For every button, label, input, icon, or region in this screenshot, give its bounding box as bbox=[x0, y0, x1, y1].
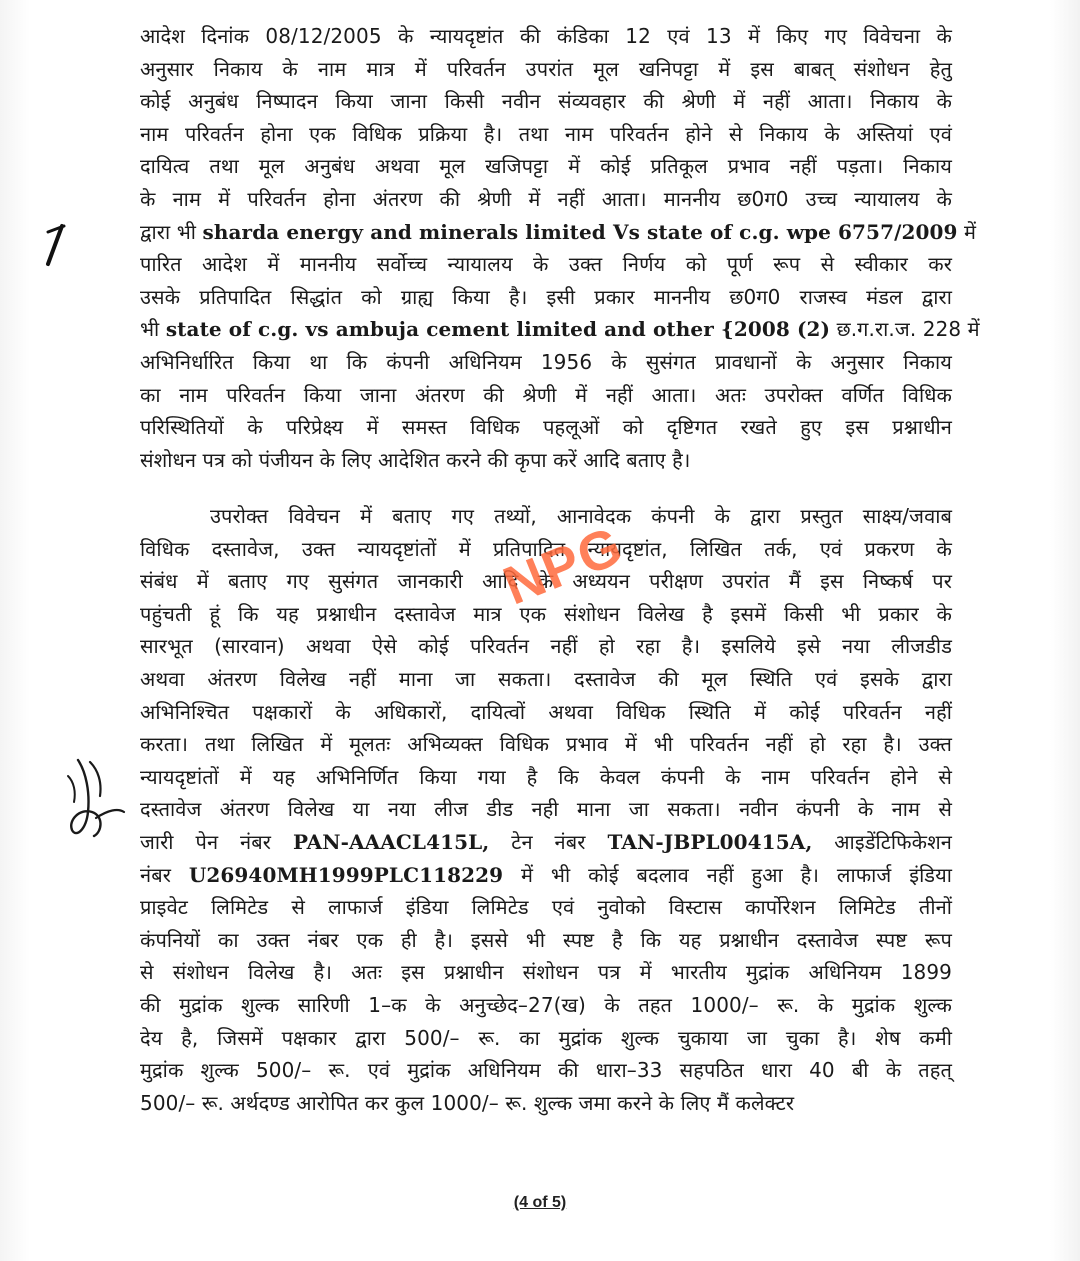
text-line: प्राइवेट लिमिटेड से लाफार्ज इंडिया लिमिटेड एवं नुवोको विस्टास कार्पोरेशन लिमिटेड तीनों bbox=[140, 895, 952, 920]
text-line: अभिनिर्धारित किया था कि कंपनी अधिनियम 1956 के सुसंगत प्रावधानों के अनुसार निकाय bbox=[140, 349, 952, 374]
text-line bbox=[140, 859, 952, 892]
text-fragment: भी bbox=[140, 317, 166, 342]
text-line: पारित आदेश में माननीय सर्वोच्च न्यायालय के उक्त निर्णय को पूर्ण रूप से स्वीकार कर bbox=[140, 252, 952, 277]
text-line: का नाम परिवर्तन किया जाना अंतरण की श्रेणी में नहीं आता। अतः उपरोक्त वर्णित विधिक bbox=[140, 382, 952, 407]
text-line: अभिनिश्चित पक्षकारों के अधिकारों, दायित्वों अथवा विधिक स्थिति में कोई परिवर्तन नहीं bbox=[140, 699, 952, 724]
text-line: कोई अनुबंध निष्पादन किया जाना किसी नवीन संव्यवहार की श्रेणी में नहीं आता। निकाय के bbox=[140, 89, 952, 114]
bold-citation: PAN-AAACL415L, bbox=[292, 829, 490, 854]
text-line: संशोधन पत्र को पंजीयन के लिए आदेशित करने की कृपा करें आदि बताए है। bbox=[140, 447, 691, 472]
text-line bbox=[140, 313, 980, 346]
text-line: देय है, जिसमें पक्षकार द्वारा 500/– रू. का मुद्रांक शुल्क चुकाया जा चुका है। शेष कमी bbox=[140, 1025, 952, 1050]
text-fragment: द्वारा भी bbox=[140, 219, 203, 244]
text-line: उपरोक्त विवेचन में बताए गए तथ्यों, आनावेदक कंपनी के द्वारा प्रस्तुत साक्ष्य/जवाब bbox=[210, 504, 952, 528]
bold-citation: TAN-JBPL00415A, bbox=[607, 829, 813, 854]
text-line: विधिक दस्तावेज, उक्त न्यायदृष्टांतों में प्रतिपादित न्यायदृष्टांत, लिखित तर्क, एवं प्रकरण के bbox=[140, 536, 952, 561]
text-fragment: छ.ग.रा.ज. 228 में bbox=[830, 317, 980, 342]
text-line: परिस्थितियों के परिप्रेक्ष्य में समस्त विधिक पहलूओं को दृष्टिगत रखते हुए इस प्रश्नाधीन bbox=[140, 415, 952, 440]
text-line: की मुद्रांक शुल्क सारिणी 1–क के अनुच्छेद–27(ख) के तहत 1000/– रू. के मुद्रांक शुल्क bbox=[140, 992, 952, 1017]
bold-citation: sharda energy and minerals limited Vs state of c.g. wpe 6757/2009 bbox=[202, 219, 958, 244]
text-line: दायित्व तथा मूल अनुबंध अथवा मूल खजिपट्टा में कोई प्रतिकूल प्रभाव नहीं पड़ता। निकाय bbox=[140, 154, 952, 179]
text-line: अथवा अंतरण विलेख नहीं माना जा सकता। दस्तावेज की मूल स्थिति एवं इसके द्वारा bbox=[140, 666, 952, 691]
text-line: अनुसार निकाय के नाम मात्र में परिवर्तन उपरांत मूल खनिपट्टा में इस बाबत् संशोधन हेतु bbox=[140, 56, 952, 81]
text-fragment: आइडेंटिफिकेशन bbox=[812, 829, 952, 854]
text-line: कंपनियों का उक्त नंबर एक ही है। इससे भी स्पष्ट है कि यह प्रश्नाधीन दस्तावेज स्पष्ट रूप bbox=[140, 927, 952, 952]
text-line bbox=[140, 216, 977, 249]
text-fragment: नंबर bbox=[140, 862, 189, 887]
text-fragment: जारी पेन नंबर bbox=[140, 829, 293, 854]
text-line: करता। तथा लिखित में मूलतः अभिव्यक्त विधिक प्रभाव में भी परिवर्तन नहीं हो रहा है। उक्त bbox=[140, 732, 952, 757]
text-line: दस्तावेज अंतरण विलेख या नया लीज डीड नही माना जा सकता। नवीन कंपनी के नाम से bbox=[140, 797, 952, 822]
page-number: (4 of 5) bbox=[513, 1194, 567, 1211]
text-line: पहुंचती हूं कि यह प्रश्नाधीन दस्तावेज मात्र एक संशोधन विलेख है इसमें किसी भी प्रकार के bbox=[140, 601, 952, 626]
text-fragment: में bbox=[957, 219, 977, 244]
text-line: उसके प्रतिपादित सिद्धांत को ग्राह्य किया है। इसी प्रकार माननीय छ0ग0 राजस्व मंडल द्वारा bbox=[140, 284, 952, 309]
text-line: से संशोधन विलेख है। अतः इस प्रश्नाधीन संशोधन पत्र में भारतीय मुद्रांक अधिनियम 1899 bbox=[140, 960, 952, 985]
paragraph-legal-reasoning bbox=[140, 20, 980, 476]
npg-watermark: NPG bbox=[495, 514, 632, 617]
bold-citation: state of c.g. vs ambuja cement limited and other {2008 (2) bbox=[165, 317, 831, 342]
text-fragment: टेन नंबर bbox=[489, 829, 608, 854]
handwritten-initials-signature bbox=[58, 752, 128, 847]
text-line: सारभूत (सारवान) अथवा ऐसे कोई परिवर्तन नहीं हो रहा है। इसलिये इसे नया लीजडीड bbox=[140, 634, 952, 659]
text-line: मुद्रांक शुल्क 500/– रू. एवं मुद्रांक अधिनियम की धारा–33 सहपठित धारा 40 बी के तहत् bbox=[140, 1058, 952, 1083]
text-line: नाम परिवर्तन होना एक विधिक प्रक्रिया है। तथा नाम परिवर्तन होने से निकाय के अस्तियां एवं bbox=[140, 121, 952, 146]
text-line: आदेश दिनांक 08/12/2005 के न्यायदृष्टांत की कंडिका 12 एवं 13 में किए गए विवेचना के bbox=[140, 24, 952, 48]
text-line: न्यायदृष्टांतों में यह अभिनिर्णित किया गया है कि केवल कंपनी के नाम परिवर्तन होने से bbox=[140, 764, 952, 789]
text-line: 500/– रू. अर्थदण्ड आरोपित कर कुल 1000/– रू. शुल्क जमा करने के लिए मैं कलेक्टर bbox=[140, 1090, 795, 1115]
text-line: के नाम में परिवर्तन होना अंतरण की श्रेणी में नहीं आता। माननीय छ0ग0 उच्च न्यायालय के bbox=[140, 186, 952, 211]
bold-citation: U26940MH1999PLC118229 bbox=[188, 862, 504, 887]
text-line bbox=[140, 826, 952, 859]
margin-tick-mark bbox=[40, 222, 70, 268]
text-line: संबंध में बताए गए सुसंगत जानकारी आदि के अध्ययन परीक्षण उपरांत मैं इस निष्कर्ष पर bbox=[140, 569, 952, 594]
text-fragment: में भी कोई बदलाव नहीं हुआ है। लाफार्ज इंडिया bbox=[503, 862, 952, 887]
